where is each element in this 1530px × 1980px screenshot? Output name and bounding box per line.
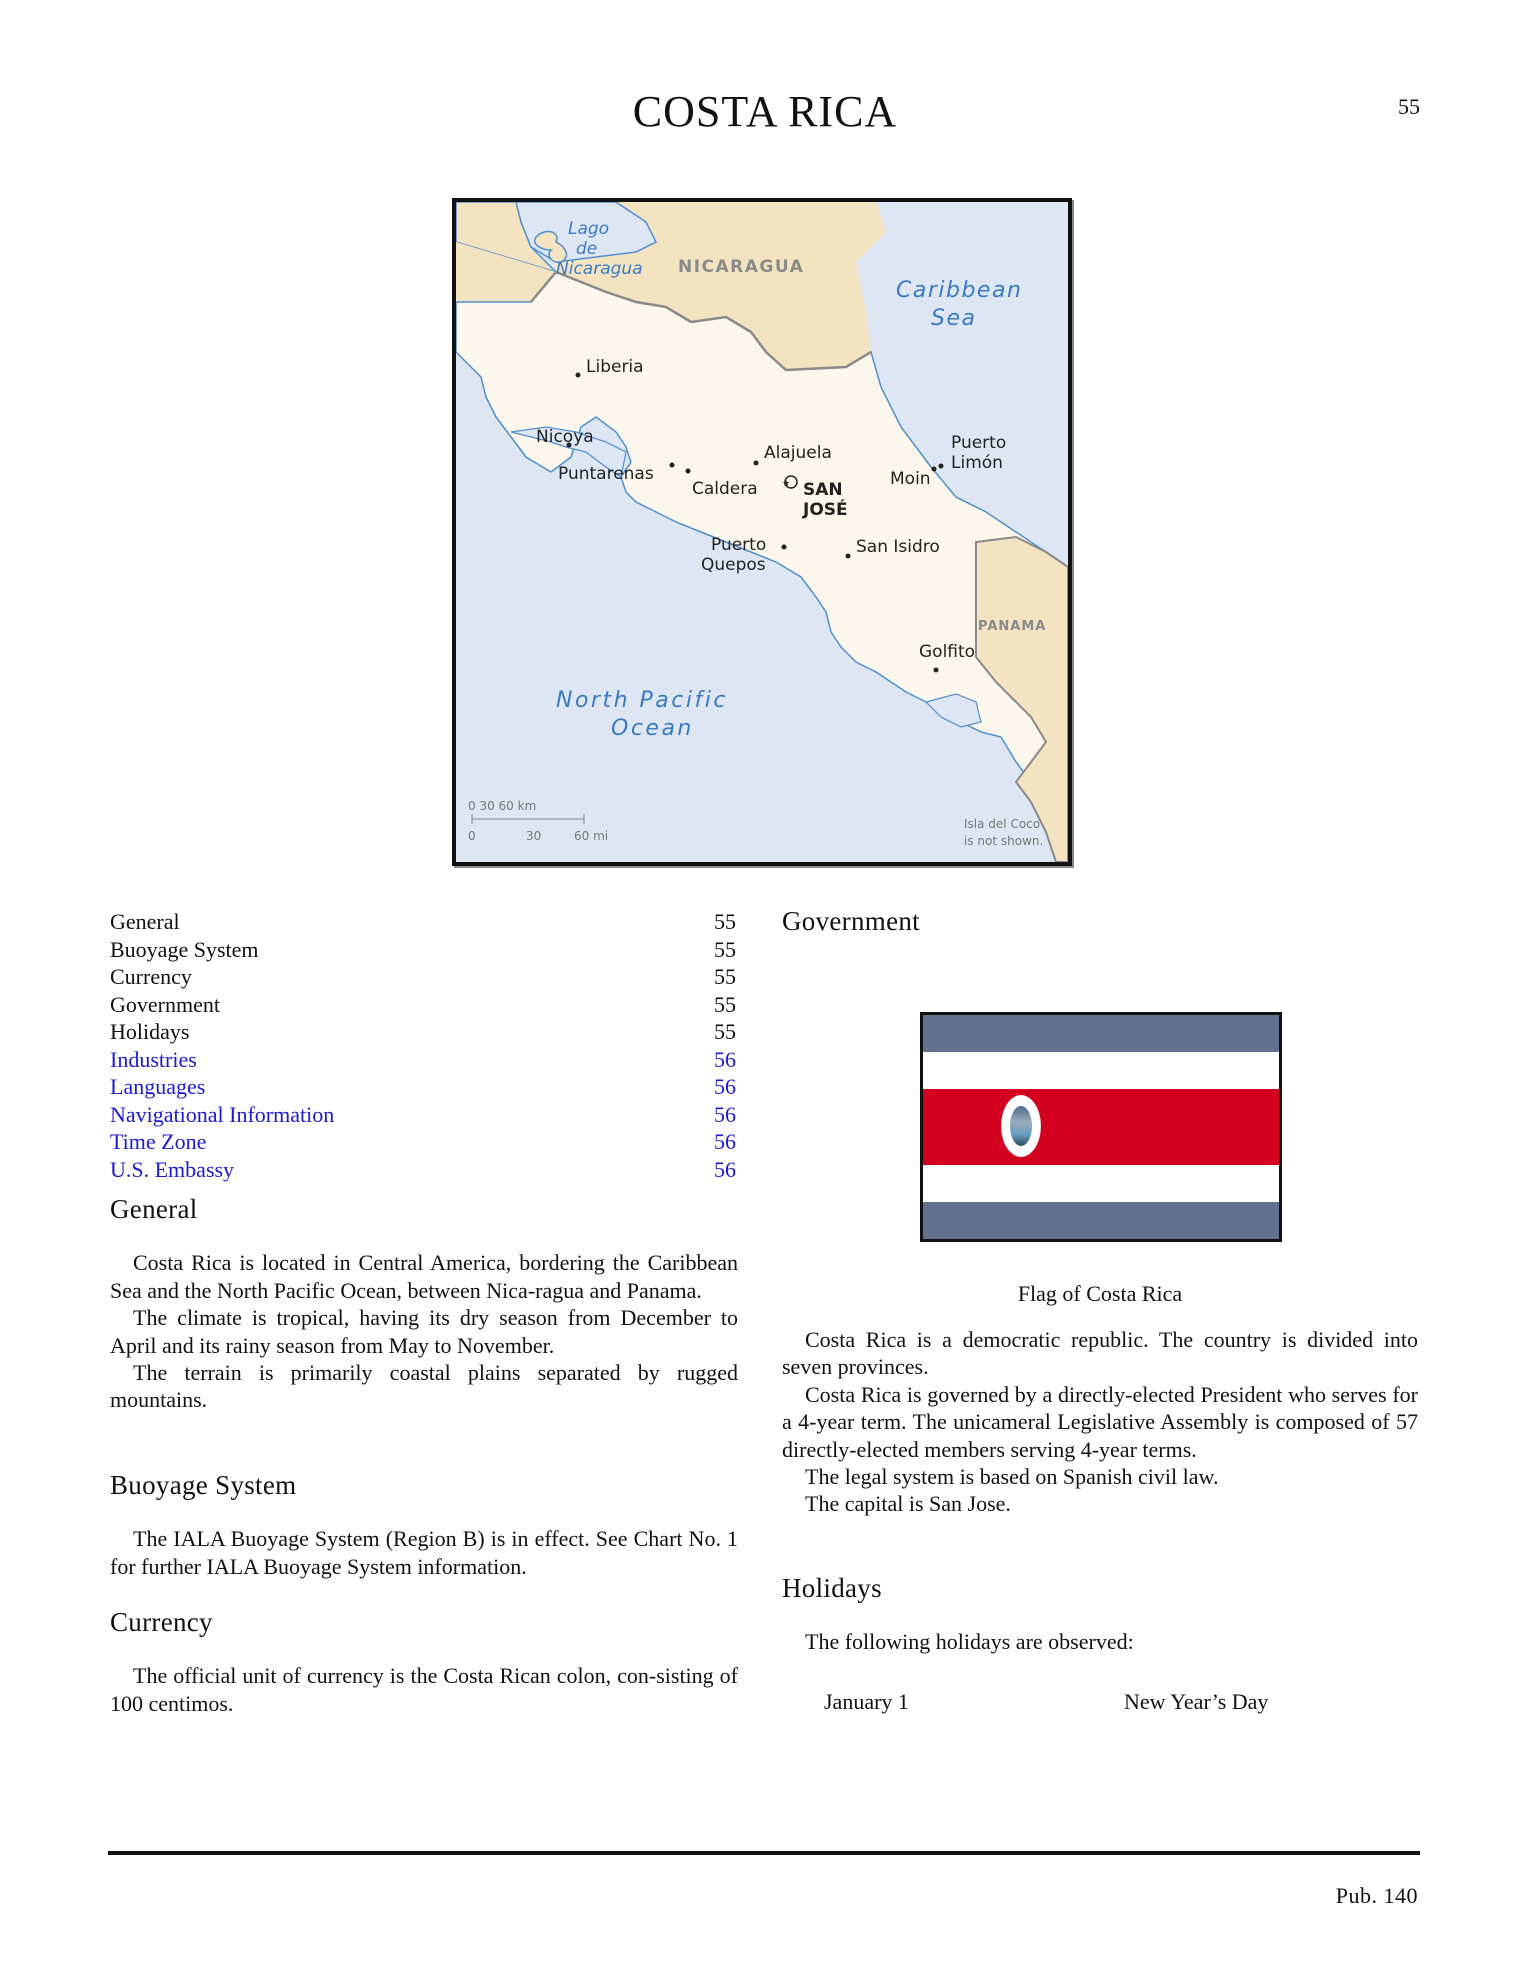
paragraph: The official unit of currency is the Costa Rican colon, con-sisting of 100 centimos. <box>110 1663 738 1716</box>
paragraph: The legal system is based on Spanish civil law. <box>805 1464 1219 1490</box>
toc-link-industries[interactable]: Industries 56 <box>110 1046 736 1072</box>
svg-text:Caribbean: Caribbean <box>896 278 1023 303</box>
svg-text:PANAMA: PANAMA <box>978 619 1047 634</box>
holiday-name: New Year’s Day <box>1124 1688 1269 1714</box>
heading-government-wrap <box>782 906 920 937</box>
coat-of-arms-icon <box>1001 1095 1041 1157</box>
holidays-intro: The following holidays are observed: <box>805 1629 1134 1655</box>
svg-text:Lago: Lago <box>568 219 610 239</box>
paragraph: The terrain is primarily coastal plains separated by rugged mountains. <box>110 1360 738 1413</box>
svg-text:0 30 60 km: 0 30 60 km <box>468 799 537 813</box>
svg-text:is not shown.: is not shown. <box>964 834 1044 848</box>
toc-item-buoyage: Buoyage System 55 <box>110 936 736 962</box>
toc-link-languages[interactable]: Languages 56 <box>110 1074 736 1099</box>
svg-text:Quepos: Quepos <box>701 555 766 575</box>
flag-costa-rica <box>920 1012 1282 1242</box>
map-graphic <box>456 202 1068 862</box>
svg-text:NICARAGUA: NICARAGUA <box>678 257 805 277</box>
svg-text:60 mi: 60 mi <box>574 829 609 843</box>
paragraph: The IALA Buoyage System (Region B) is in effect. See Chart No. 1 for further IALA Buoyage System information. <box>110 1526 738 1579</box>
svg-text:Limón: Limón <box>951 453 1003 473</box>
heading-general: General <box>110 1194 198 1224</box>
toc-item-holidays: Holidays 55 <box>110 1019 736 1044</box>
section-currency <box>110 1609 738 1717</box>
table-of-contents <box>110 908 736 1183</box>
svg-text:SAN: SAN <box>803 480 843 500</box>
section-government-text <box>782 1326 1418 1518</box>
holiday-row <box>782 1688 1418 1715</box>
heading-buoyage-system: Buoyage System <box>110 1470 297 1500</box>
svg-text:North Pacific: North Pacific <box>556 688 728 713</box>
svg-text:de: de <box>576 239 598 259</box>
svg-text:JOSÉ: JOSÉ <box>803 500 848 520</box>
svg-text:Nicaragua: Nicaragua <box>556 259 643 279</box>
svg-text:Alajuela: Alajuela <box>764 443 832 463</box>
svg-text:Isla del Coco: Isla del Coco <box>964 817 1041 831</box>
toc-item-general: General 55 <box>110 909 736 934</box>
publication-label: Pub. 140 <box>1335 1883 1418 1908</box>
section-buoyage-system <box>110 1472 738 1580</box>
heading-currency: Currency <box>110 1607 213 1637</box>
section-holidays <box>782 1575 1418 1715</box>
svg-text:30: 30 <box>526 829 542 843</box>
country-map <box>452 198 1072 866</box>
svg-text:Sea: Sea <box>931 306 977 331</box>
svg-text:San Isidro: San Isidro <box>856 537 940 557</box>
toc-link-time-zone[interactable]: Time Zone 56 <box>110 1129 736 1154</box>
paragraph: The climate is tropical, having its dry season from December to April and its rainy season from May to November. <box>110 1305 738 1358</box>
flag-caption: Flag of Costa Rica <box>1017 1281 1183 1306</box>
page-number: 55 <box>1398 94 1420 119</box>
svg-text:Golfito: Golfito <box>919 642 976 662</box>
footer-rule <box>108 1851 1420 1855</box>
svg-text:Puerto: Puerto <box>951 433 1007 453</box>
svg-text:Liberia: Liberia <box>586 357 644 377</box>
svg-text:Nicoya: Nicoya <box>536 427 594 447</box>
paragraph: Costa Rica is governed by a directly-elected President who serves for a 4-year term. The unicameral Legislative Assembly is composed of 57 directly-elected members serving 4-year terms. <box>782 1381 1418 1462</box>
svg-text:Puntarenas: Puntarenas <box>558 464 654 484</box>
heading-government: Government <box>782 906 920 936</box>
svg-text:Moin: Moin <box>890 469 931 489</box>
page-title: COSTA RICA <box>632 87 898 136</box>
svg-text:Puerto: Puerto <box>711 535 767 555</box>
svg-text:Ocean: Ocean <box>611 716 694 741</box>
toc-link-navigational-information[interactable]: Navigational Information 56 <box>110 1101 736 1127</box>
toc-item-government: Government 55 <box>110 991 736 1017</box>
paragraph: Costa Rica is a democratic republic. The country is divided into seven provinces. <box>782 1327 1418 1380</box>
svg-text:Caldera: Caldera <box>692 479 758 499</box>
svg-text:★: ★ <box>781 479 791 489</box>
section-general <box>110 1196 738 1414</box>
holiday-date: January 1 <box>824 1688 909 1714</box>
toc-link-us-embassy[interactable]: U.S. Embassy 56 <box>110 1156 736 1182</box>
svg-text:0: 0 <box>468 829 476 843</box>
paragraph: Costa Rica is located in Central America, bordering the Caribbean Sea and the North Pacific Ocean, between Nica-ragua and Panama. <box>110 1250 738 1303</box>
paragraph: The capital is San Jose. <box>805 1491 1011 1517</box>
toc-item-currency: Currency 55 <box>110 964 736 989</box>
heading-holidays: Holidays <box>782 1573 882 1603</box>
